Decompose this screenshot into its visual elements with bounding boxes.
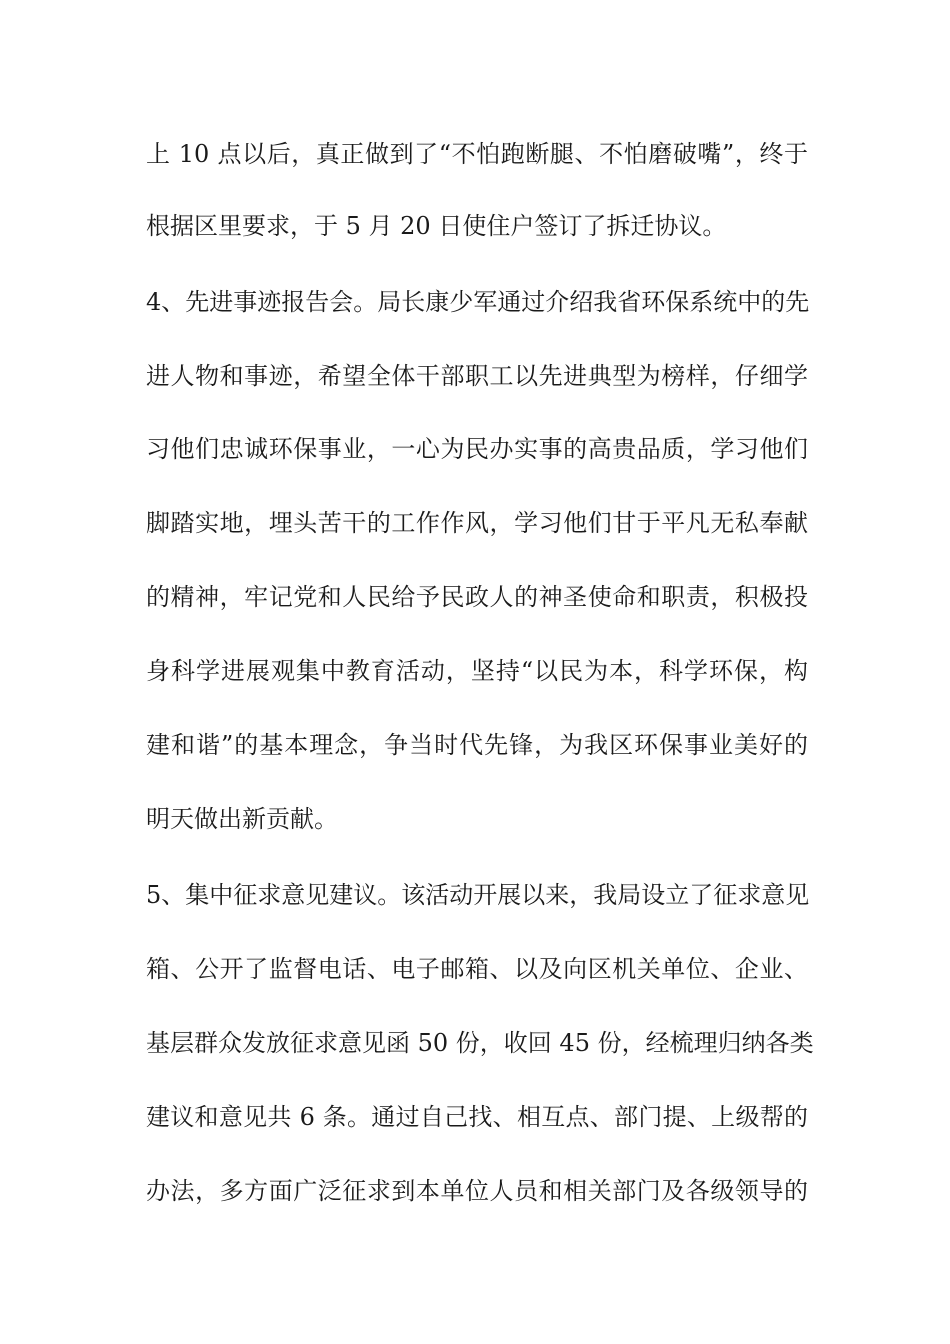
text-line: 根据区里要求，于 5 月 20 日使住户签订了拆迁协议。 xyxy=(146,212,727,240)
text-line: 办法，多方面广泛征求到本单位人员和相关部门及各级领导的 xyxy=(146,1177,808,1205)
text-line: 上 10 点以后，真正做到了“不怕跑断腿、不怕磨破嘴”，终于 xyxy=(146,140,808,168)
text-line: 基层群众发放征求意见函 50 份，收回 45 份，经梳理归纳各类 xyxy=(146,1029,814,1057)
text-line: 建议和意见共 6 条。通过自己找、相互点、部门提、上级帮的 xyxy=(146,1103,808,1131)
text-line: 4、先进事迹报告会。局长康少军通过介绍我省环保系统中的先 xyxy=(146,288,810,316)
text-line: 的精神，牢记党和人民给予民政人的神圣使命和职责，积极投 xyxy=(146,583,808,611)
text-line: 建和谐”的基本理念，争当时代先锋，为我区环保事业美好的 xyxy=(146,731,808,759)
text-line: 身科学进展观集中教育活动，坚持“以民为本，科学环保，构 xyxy=(146,657,808,685)
text-line: 习他们忠诚环保事业，一心为民办实事的高贵品质，学习他们 xyxy=(146,435,808,463)
text-line: 箱、公开了监督电话、电子邮箱、以及向区机关单位、企业、 xyxy=(146,955,808,983)
text-line: 进人物和事迹，希望全体干部职工以先进典型为榜样，仔细学 xyxy=(146,362,808,390)
text-line: 明天做出新贡献。 xyxy=(146,805,338,833)
text-line: 脚踏实地，埋头苦干的工作作风，学习他们甘于平凡无私奉献 xyxy=(146,509,808,537)
text-line: 5、集中征求意见建议。该活动开展以来，我局设立了征求意见 xyxy=(146,881,810,909)
